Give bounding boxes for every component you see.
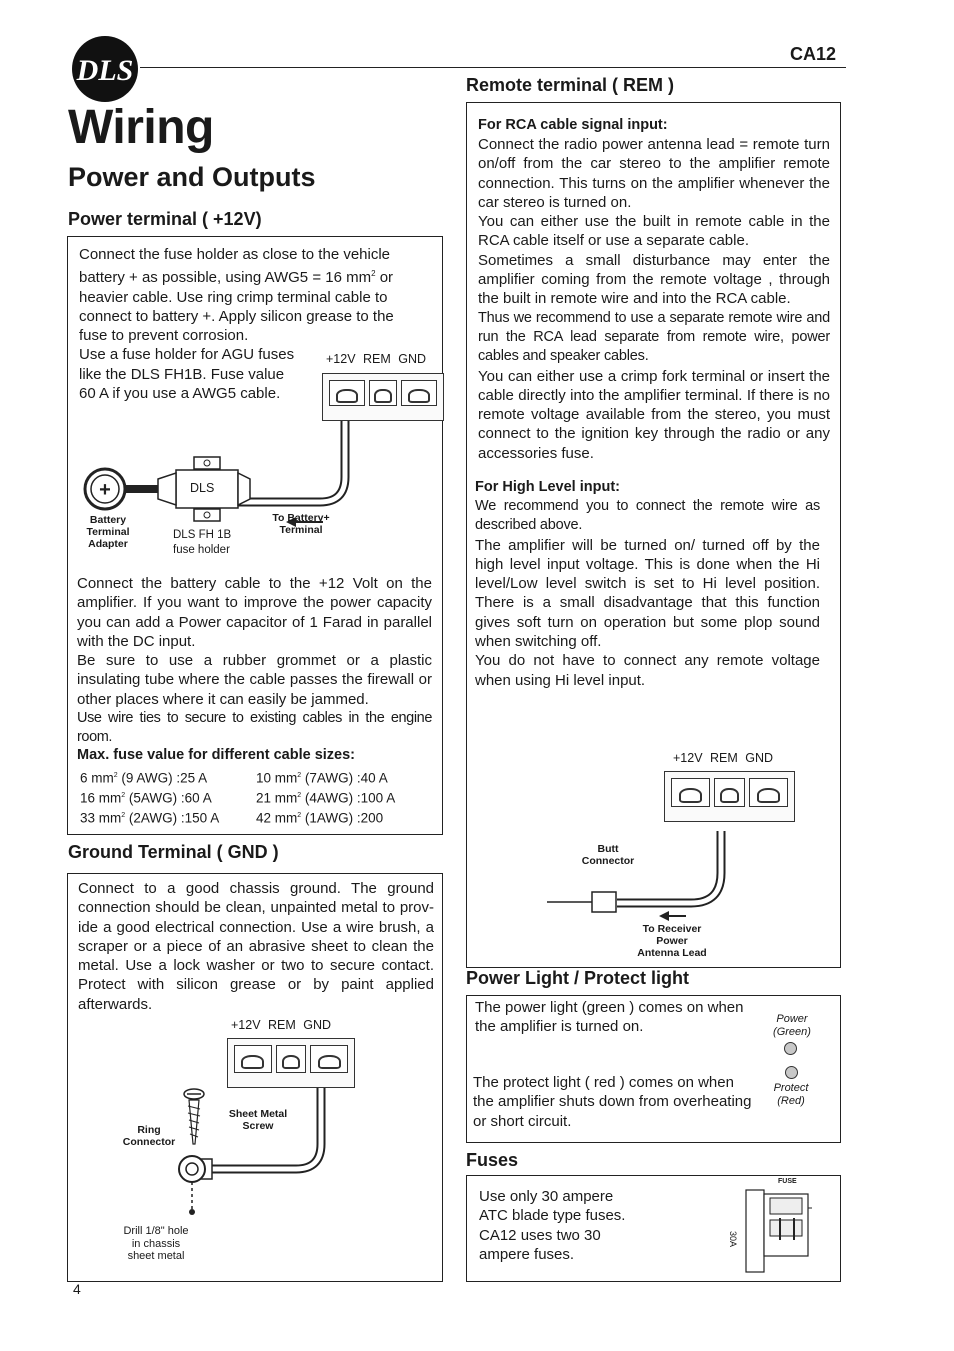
- header-rule: [140, 67, 846, 68]
- model-label: CA12: [789, 44, 836, 64]
- drill-label: Drill 1/8" hole in chassis sheet metal: [123, 1225, 189, 1262]
- fuses-heading: Fuses: [466, 1150, 519, 1170]
- high-level-para: We recommend you to connect the remote wire as described above.: [475, 498, 820, 534]
- fuse-illustration-icon: [742, 1188, 817, 1276]
- fuses-text: Use only 30 ampere ATC blade type fuses. CA12 uses two 30 ampere fuses.: [479, 1188, 626, 1263]
- amp-terminal-block: [227, 1038, 355, 1088]
- terminal-12v: [671, 778, 710, 807]
- fuse-holder-label: DLS FH 1B fuse holder: [173, 529, 232, 556]
- power-para: Connect the battery cable to the +12 Volt on the amplifier. If you want to improve the power capacity you can add a Power capacitor of 1 Farad in parallel with the DC input.: [77, 575, 432, 650]
- fuse-table-row: 33 $mm^2$ (2AWG) :150 A 42 $mm^2$ (1AWG) :200: [80, 810, 384, 826]
- power-light-heading: Power Light / Protect light: [466, 968, 690, 988]
- fuse-holder-text: DLS: [190, 481, 215, 495]
- fuse-table-row: 16 $mm^2$ (5AWG) :60 A 21 $mm^2$ (4AWG) :100 A: [80, 790, 396, 806]
- ground-terminal-heading: Ground Terminal ( GND ): [68, 842, 279, 862]
- fuse-label: FUSE: [778, 1178, 797, 1185]
- power-para: Use wire ties to secure to existing cables in the engine room.: [77, 710, 432, 746]
- power-body-text: [77, 574, 432, 748]
- terminal-labels: +12V REM GND: [231, 1018, 332, 1032]
- power-intro-line: fuse to prevent corrosion.: [79, 327, 249, 345]
- high-level-text: [475, 497, 820, 690]
- amp-terminal-block: [322, 373, 444, 421]
- terminal-rem: [714, 778, 745, 807]
- to-battery-label: To Battery+ Terminal: [272, 512, 330, 536]
- power-light-box: [466, 995, 841, 1143]
- power-intro-line: heavier cable. Use ring crimp terminal cable to: [79, 288, 388, 306]
- max-fuse-heading: Max. fuse value for different cable sizes:: [77, 747, 356, 763]
- logo-text: DLS: [76, 54, 134, 87]
- fuse-value: 30A: [728, 1231, 738, 1248]
- rca-para: Connect the radio power antenna lead = remote turn on/off from the car stereo to the amplifier remote connection. This turns on the amplifier whenever the car stereo is turned on.: [478, 136, 830, 211]
- protect-light-text: The protect light ( red ) comes on when the amplifier shuts down from overheating or short circuit.: [473, 1074, 752, 1130]
- page-subtitle: Power and Outputs: [68, 162, 316, 192]
- high-level-para: You do not have to connect any remote voltage when using Hi level input.: [475, 652, 820, 689]
- rca-para: Sometimes a small disturbance may enter the amplifier coming from the remote voltage , through the built in remote wire and into the RCA cable.: [478, 251, 830, 308]
- terminal-labels: +12V REM GND: [673, 751, 774, 765]
- terminal-rem: [369, 380, 398, 406]
- power-para: Be sure to use a rubber grommet or a plastic insulating tube where the cable passes the firewall or other places where it can easily be jammed.: [77, 652, 432, 708]
- power-agu-line: like the DLS FH1B. Fuse value: [79, 365, 285, 383]
- rca-para: Thus we recommend to use a separate remote wire and run the RCA lead separate from remote wire, power cables and speaker cables.: [478, 309, 830, 365]
- battery-adapter-label: Battery Terminal Adapter: [86, 514, 130, 550]
- protect-led-icon: [785, 1066, 798, 1079]
- power-agu-line: Use a fuse holder for AGU fuses: [79, 346, 295, 364]
- to-receiver-label: To Receiver Power Antenna Lead: [637, 923, 707, 959]
- power-agu-line: 60 A if you use a AWG5 cable.: [79, 385, 281, 403]
- sheet-metal-screw-label: Sheet Metal Screw: [228, 1108, 288, 1132]
- terminal-12v: [329, 380, 365, 406]
- svg-text:+: +: [99, 479, 111, 501]
- terminal-gnd: [401, 380, 437, 406]
- high-level-heading: For High Level input:: [475, 479, 620, 495]
- power-led-icon: [784, 1042, 797, 1055]
- terminal-labels: +12V REM GND: [326, 352, 427, 366]
- protect-led-label: Protect (Red): [773, 1082, 809, 1107]
- fuse-table-row: 6 $mm^2$ (9 AWG) :25 A 10 $mm^2$ (7AWG) :40 A: [80, 770, 388, 786]
- ring-connector-label: Ring Connector: [122, 1124, 176, 1148]
- fuse-table: [80, 767, 436, 827]
- rca-text: [478, 135, 830, 463]
- terminal-gnd: [310, 1045, 348, 1073]
- power-intro-line: Connect the fuse holder as close to the vehicle: [79, 246, 391, 263]
- power-intro-line: connect to battery +. Apply silicon grease to the: [79, 307, 394, 325]
- power-led-label: Power (Green): [773, 1013, 811, 1038]
- power-terminal-box: [67, 236, 443, 835]
- terminal-rem: [276, 1045, 307, 1073]
- dls-logo: [66, 34, 146, 104]
- ground-text: Connect to a good chassis ground. The ground connection should be clean, unpainted metal to prov-ide a good electrical connection. Use a wire brush, a scraper or a piece of an abrasive sheet to clean the metal. Use a lock washer or two to secure contact. Protect with silicon grease or by paint applied afterwards.: [78, 880, 434, 1013]
- remote-terminal-heading: Remote terminal ( REM ): [466, 75, 675, 95]
- ground-terminal-box: [67, 873, 443, 1282]
- power-intro-line: battery + as possible, using AWG5 = 16 $mm^2$ or: [79, 269, 394, 287]
- page-number: 4: [73, 1281, 81, 1297]
- rca-para: You can either use the built in remote cable in the RCA cable itself or use a separate cable.: [478, 213, 830, 250]
- remote-terminal-box: [466, 102, 841, 968]
- high-level-para: The amplifier will be turned on/ turned off by the high level input voltage. This is done when the Hi level/Low level switch is set to Hi level position. There is a small disadvantage that this function gives soft turn on operation but some plop sound when switching off.: [475, 536, 820, 651]
- fuses-box: [466, 1175, 841, 1282]
- terminal-12v: [234, 1045, 272, 1073]
- terminal-gnd: [749, 778, 788, 807]
- page-title: Wiring: [68, 101, 214, 154]
- power-light-text: The power light (green ) comes on when the amplifier is turned on.: [475, 999, 744, 1036]
- amp-terminal-block: [664, 771, 795, 822]
- power-terminal-heading: Power terminal ( +12V): [68, 209, 262, 229]
- rca-para: You can either use a crimp fork terminal or insert the cable directly into the amplifier terminal. If there is no remote voltage available from the stereo, you must connect to the ignition key through the radio or any accessories fuse.: [478, 367, 830, 462]
- butt-connector-label: Butt Connector: [581, 843, 635, 867]
- rca-heading: For RCA cable signal input:: [478, 117, 668, 133]
